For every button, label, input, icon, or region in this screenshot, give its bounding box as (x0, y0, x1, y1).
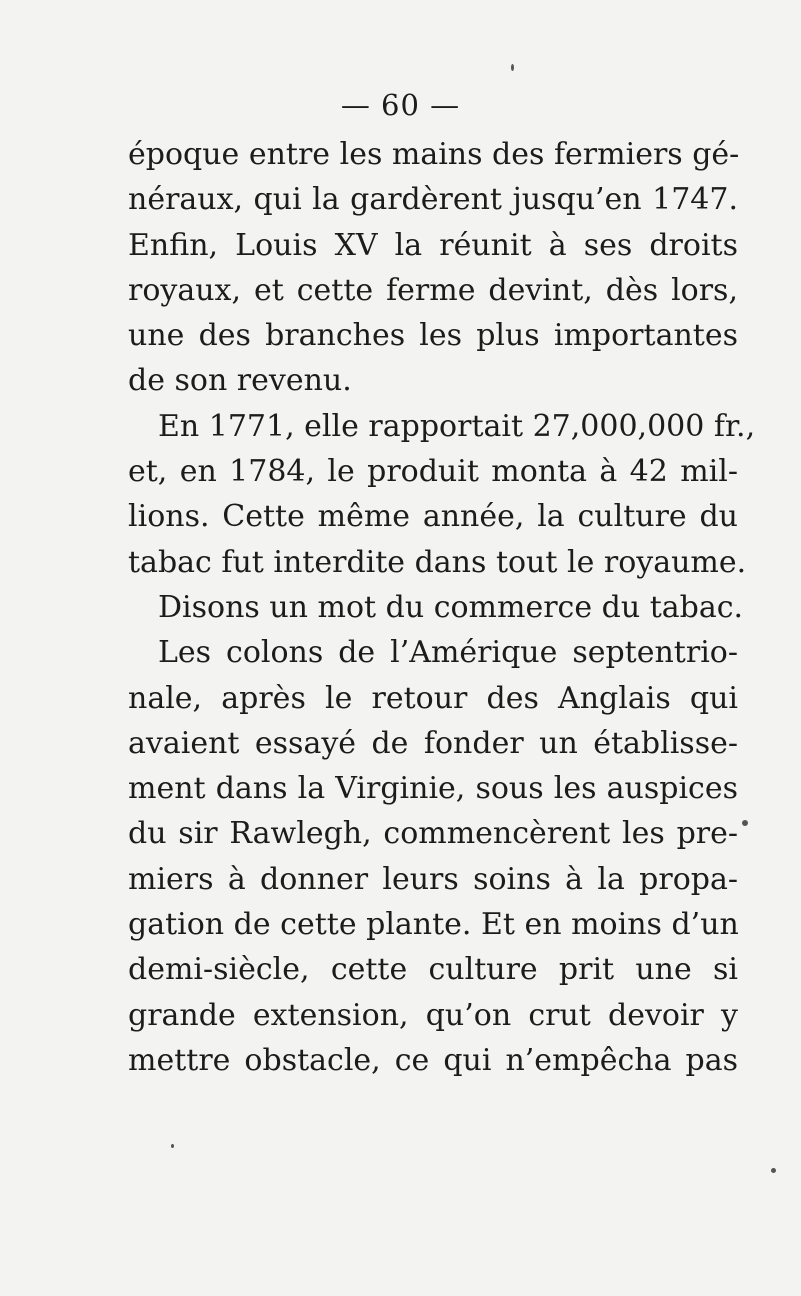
print-speck (771, 1168, 776, 1173)
print-speck (511, 64, 514, 71)
text-line: royaux, et cette ferme devint, dès lors, (128, 272, 738, 308)
text-line: ment dans la Virginie, sous les auspices (128, 771, 738, 807)
text-line: avaient essayé de fonder un établisse- (128, 725, 738, 761)
print-speck (171, 1144, 174, 1148)
print-speck (742, 820, 748, 826)
text-line: néraux, qui la gardèrent jusqu’en 1747. (128, 182, 738, 218)
text-line: En 1771, elle rapportait 27,000,000 fr., (158, 408, 756, 444)
page-number: — 60 — (340, 88, 461, 122)
text-line: de son revenu. (128, 363, 352, 399)
text-line: miers à donner leurs soins à la propa- (128, 861, 738, 897)
text-line: Les colons de l’Amérique septentrio- (158, 635, 738, 671)
text-line: Enfin, Louis XV la réunit à ses droits (128, 227, 738, 263)
text-line: une des branches les plus importantes (128, 318, 738, 354)
text-line: époque entre les mains des fermiers gé- (128, 137, 740, 172)
text-line: demi-siècle, cette culture prit une si (128, 952, 738, 988)
text-line: et, en 1784, le produit monta à 42 mil- (128, 454, 738, 490)
text-line: gation de cette plante. Et en moins d’un (128, 907, 739, 943)
body-text (128, 132, 756, 1083)
text-line: grande extension, qu’on crut devoir y (128, 997, 738, 1033)
text-line: tabac fut interdite dans tout le royaume. (128, 544, 747, 580)
text-line: mettre obstacle, ce qui n’empêcha pas (128, 1042, 738, 1078)
text-line: nale, après le retour des Anglais qui (128, 680, 738, 716)
text-line: lions. Cette même année, la culture du (128, 499, 738, 535)
text-line: du sir Rawlegh, commencèrent les pre- (128, 816, 738, 852)
text-line: Disons un mot du commerce du tabac. (158, 589, 744, 625)
